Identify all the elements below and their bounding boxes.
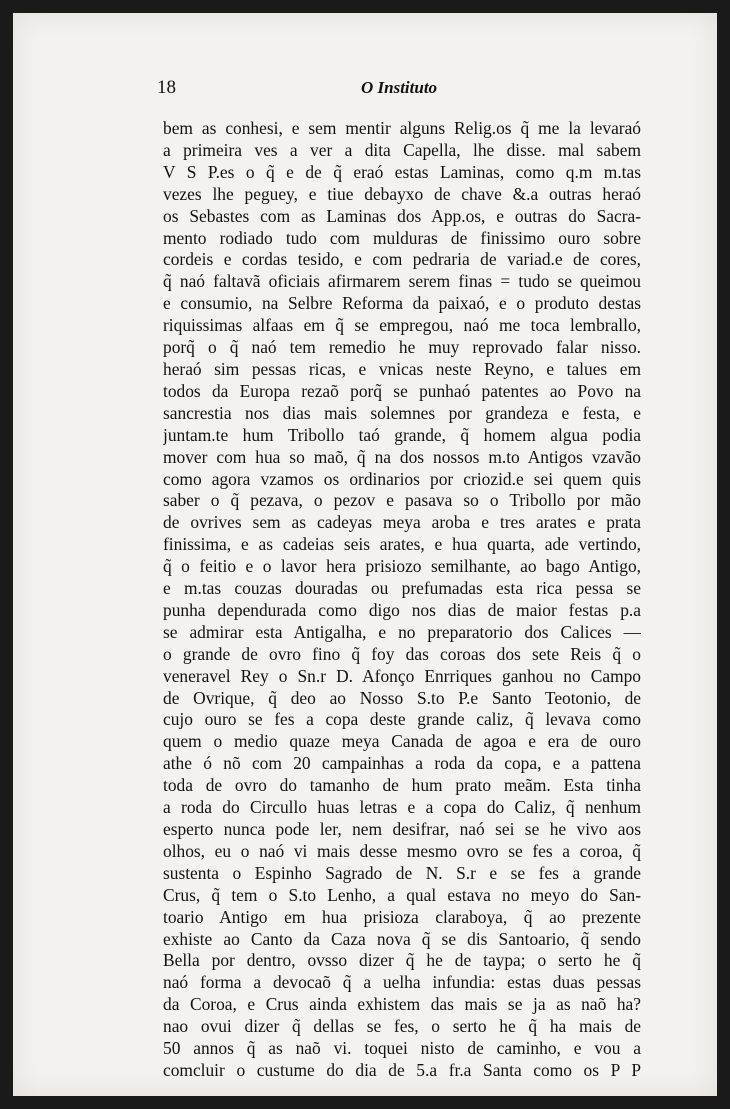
running-title: O Instituto [361,78,438,97]
text-line: de Ovrique, q̃ deo ao Nosso S.to P.e Santo Teotonio, de [163,687,641,708]
text-line: veneravel Rey o Sn.r D. Afonço Enrriques ganhou no Campo [163,665,641,686]
page-header [145,73,637,103]
body-text [163,118,641,1082]
text-line: cujo ouro se fes a copa deste grande caliz, q̃ levava como [163,709,641,730]
text-line: olhos, eu o naó vi mais desse mesmo ovro se fes a coroa, q̃ [163,840,641,861]
text-line: heraó sim pessas ricas, e vnicas neste Reyno, e talues em [163,358,641,379]
text-line: Crus, q̃ tem o S.to Lenho, a qual estava no meyo do San- [163,884,641,905]
text-line: q̃ o feitio e o lavor hera prisiozo semilhante, ao bago Antigo, [163,556,641,577]
text-line: da Coroa, e Crus ainda exhistem das mais se ja as naõ ha? [163,994,641,1015]
text-line: q̃ naó faltavã oficiais afirmarem serem finas = tudo se queimou [163,271,641,292]
text-line: V S P.es o q̃ e de q̃ eraó estas Laminas, como q.m m.tas [163,161,641,182]
text-line: 50 annos q̃ as naõ vi. toquei nisto de caminho, e vou a [163,1038,641,1059]
text-line: exhiste ao Canto da Caza nova q̃ se dis Santoario, q̃ sendo [163,928,641,949]
text-line: juntam.te hum Tribollo taó grande, q̃ homem algua podia [163,424,641,445]
text-line: punha dependurada como digo nos dias de maior festas p.a [163,599,641,620]
text-line: todos da Europa rezaõ porq̃ se punhaó patentes ao Povo na [163,380,641,401]
text-line: comcluir o custume do dia de 5.a fr.a Santa como os P P [163,1059,641,1080]
text-line: riquissimas alfaas em q̃ se empregou, naó me toca lembrallo, [163,315,641,336]
text-line: toda de ovro do tamanho de hum prato meãm. Esta tinha [163,775,641,796]
text-line: a roda do Circullo huas letras e a copa do Caliz, q̃ nenhum [163,797,641,818]
text-line: sustenta o Espinho Sagrado de N. S.r e se fes a grande [163,862,641,883]
text-line: e consumio, na Selbre Reforma da paixaó, e o produto destas [163,293,641,314]
text-line: Bella por dentro, ovsso dizer q̃ he de taypa; o serto he q̃ [163,950,641,971]
text-line: vezes lhe peguey, e tiue debayxo de chave &.a outras heraó [163,183,641,204]
text-line: sancrestia nos dias mais solemnes por grandeza e festa, e [163,402,641,423]
text-line: a primeira ves a ver a dita Capella, lhe disse. mal sabem [163,139,641,160]
text-line: mover com hua so maõ, q̃ na dos nossos m.to Antigos vzavão [163,446,641,467]
text-line: e m.tas couzas douradas ou prefumadas esta rica pessa se [163,578,641,599]
text-line: de ovrives sem as cadeyas meya aroba e tres arates e prata [163,512,641,533]
text-line: bem as conhesi, e sem mentir alguns Relig.os q̃ me la levaraó [163,118,641,138]
text-line: athe ó nõ com 20 campainhas a roda da copa, e a pattena [163,753,641,774]
text-line: nao ovui dizer q̃ dellas se fes, o serto he q̃ ha mais de [163,1016,641,1037]
page-number: 18 [157,77,176,98]
text-line: saber o q̃ pezava, o pezov e pasava so o Tribollo por mão [163,490,641,511]
text-line: cordeis e cordas tesido, e com pedraria de variad.e de cores, [163,249,641,270]
text-line: se admirar esta Antigalha, e no preparatorio dos Calices — [163,621,641,642]
text-line: porq̃ o q̃ naó tem remedio he muy reprovado falar nisso. [163,337,641,358]
text-line: os Sebastes com as Laminas dos App.os, e outras do Sacra- [163,205,641,226]
text-line: naó forma a devocaõ q̃ a uelha infundia: estas duas pessas [163,972,641,993]
text-line: finissima, e as cadeias seis arates, e hua quarta, ade vertindo, [163,534,641,555]
text-line: o grande de ovro fino q̃ foy das coroas dos sete Reis q̃ o [163,643,641,664]
text-line: quem o medio quaze meya Canada de agoa e era de ouro [163,731,641,752]
text-line: esperto nunca pode ler, nem desifrar, naó sei se he vivo aos [163,819,641,839]
text-line: como agora vzamos os ordinarios por criozid.e sei quem quis [163,468,641,489]
document-page [13,13,717,1096]
text-line: mento rodiado tudo com mulduras de finissimo ouro sobre [163,227,641,248]
text-line: toario Antigo em hua prisioza claraboya, q̃ ao prezente [163,906,641,927]
